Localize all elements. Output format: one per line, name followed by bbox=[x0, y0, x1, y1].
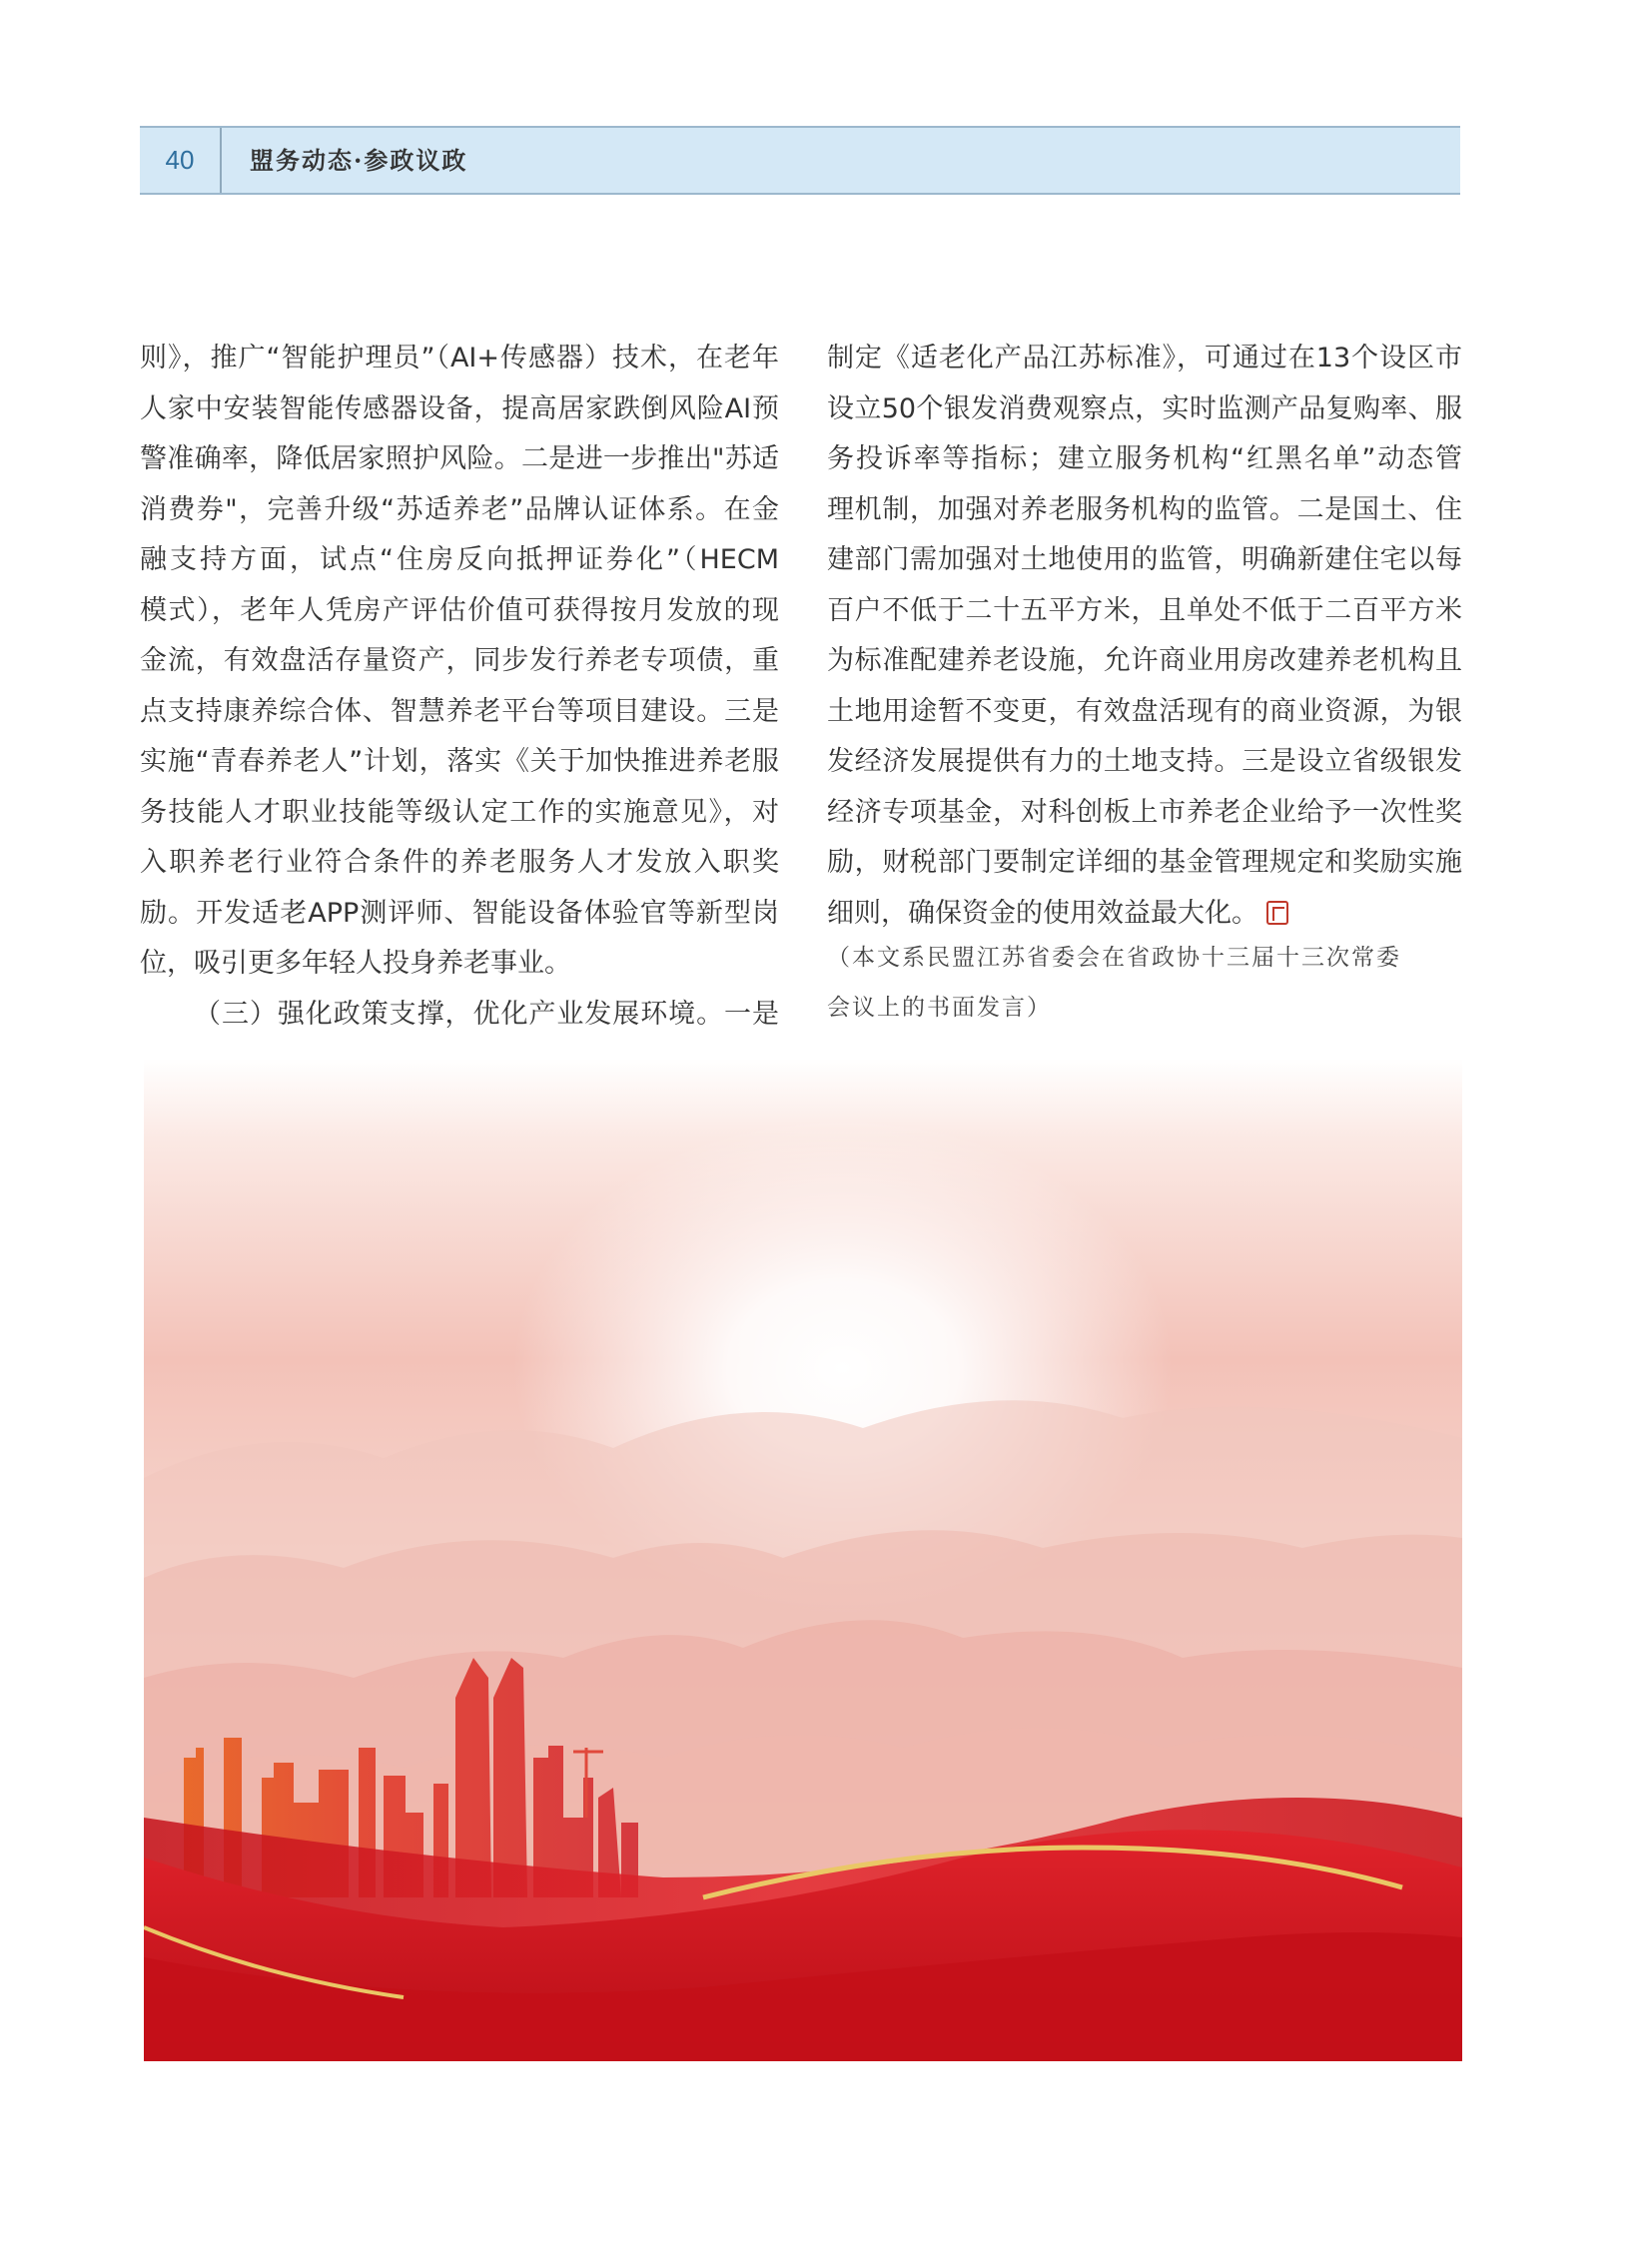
left-column bbox=[140, 334, 779, 1040]
end-mark-icon bbox=[1266, 901, 1288, 925]
note-line: 会议上的书面发言） bbox=[827, 995, 1052, 1021]
text-line: 为标准配建养老设施，允许商业用房改建养老机构且 bbox=[827, 645, 1462, 676]
text-line: 经济专项基金，对科创板上市养老企业给予一次性奖 bbox=[827, 796, 1462, 828]
text-line: 务投诉率等指标；建立服务机构“红黑名单”动态管 bbox=[827, 443, 1462, 474]
text-line: 务技能人才职业技能等级认定工作的实施意见》，对 bbox=[140, 796, 779, 828]
text-line: 百户不低于二十五平方米，且单处不低于二百平方米 bbox=[827, 594, 1462, 626]
text-line: 励。开发适老APP测评师、智能设备体验官等新型岗 bbox=[140, 897, 779, 929]
note-line: （本文系民盟江苏省委会在省政协十三届十三次常委 bbox=[827, 945, 1401, 971]
text-line: 人家中安装智能传感器设备，提高居家跌倒风险AI预 bbox=[140, 392, 779, 424]
text-line: 点支持康养综合体、智慧养老平台等项目建设。三是 bbox=[140, 695, 779, 727]
text-line: 实施“青春养老人”计划，落实《关于加快推进养老服 bbox=[140, 746, 779, 777]
text-line: 消费券"，完善升级“苏适养老”品牌认证体系。在金 bbox=[140, 493, 779, 525]
text-line: 理机制，加强对养老服务机构的监管。二是国土、住 bbox=[827, 493, 1462, 525]
final-sentence: 细则，确保资金的使用效益最大化。 bbox=[827, 897, 1258, 929]
page-number: 40 bbox=[140, 128, 222, 193]
text-line: 则》，推广“智能护理员”（AI+传感器）技术，在老年 bbox=[140, 343, 779, 374]
text-line: 励，财税部门要制定详细的基金管理规定和奖励实施 bbox=[827, 847, 1462, 878]
subheading-line: （三）强化政策支撑，优化产业发展环境。一是 bbox=[194, 998, 779, 1030]
section-title: 盟务动态·参政议政 bbox=[250, 146, 468, 175]
text-line: 入职养老行业符合条件的养老服务人才发放入职奖 bbox=[140, 847, 779, 878]
text-line: 模式），老年人凭房产评估价值可获得按月发放的现 bbox=[140, 594, 779, 626]
sunrise-landscape-illustration bbox=[144, 1059, 1462, 2061]
page-header bbox=[140, 126, 1460, 195]
text-line: 制定《适老化产品江苏标准》，可通过在13个设区市 bbox=[827, 343, 1462, 374]
source-note bbox=[827, 933, 1462, 1033]
text-line: 位，吸引更多年轻人投身养老事业。 bbox=[140, 948, 571, 979]
text-line: 设立50个银发消费观察点，实时监测产品复购率、服 bbox=[827, 392, 1462, 424]
text-line: 金流，有效盘活存量资产，同步发行养老专项债，重 bbox=[140, 645, 779, 676]
right-column bbox=[827, 334, 1462, 939]
text-line-final bbox=[827, 889, 1462, 940]
text-line: 发经济发展提供有力的土地支持。三是设立省级银发 bbox=[827, 746, 1462, 777]
text-line: 融支持方面，试点“住房反向抵押证券化”（HECM bbox=[140, 544, 779, 575]
text-line: 建部门需加强对土地使用的监管，明确新建住宅以每 bbox=[827, 544, 1462, 575]
text-line: 土地用途暂不变更，有效盘活现有的商业资源，为银 bbox=[827, 695, 1462, 727]
text-line: 警准确率，降低居家照护风险。二是进一步推出"苏适 bbox=[140, 443, 779, 474]
